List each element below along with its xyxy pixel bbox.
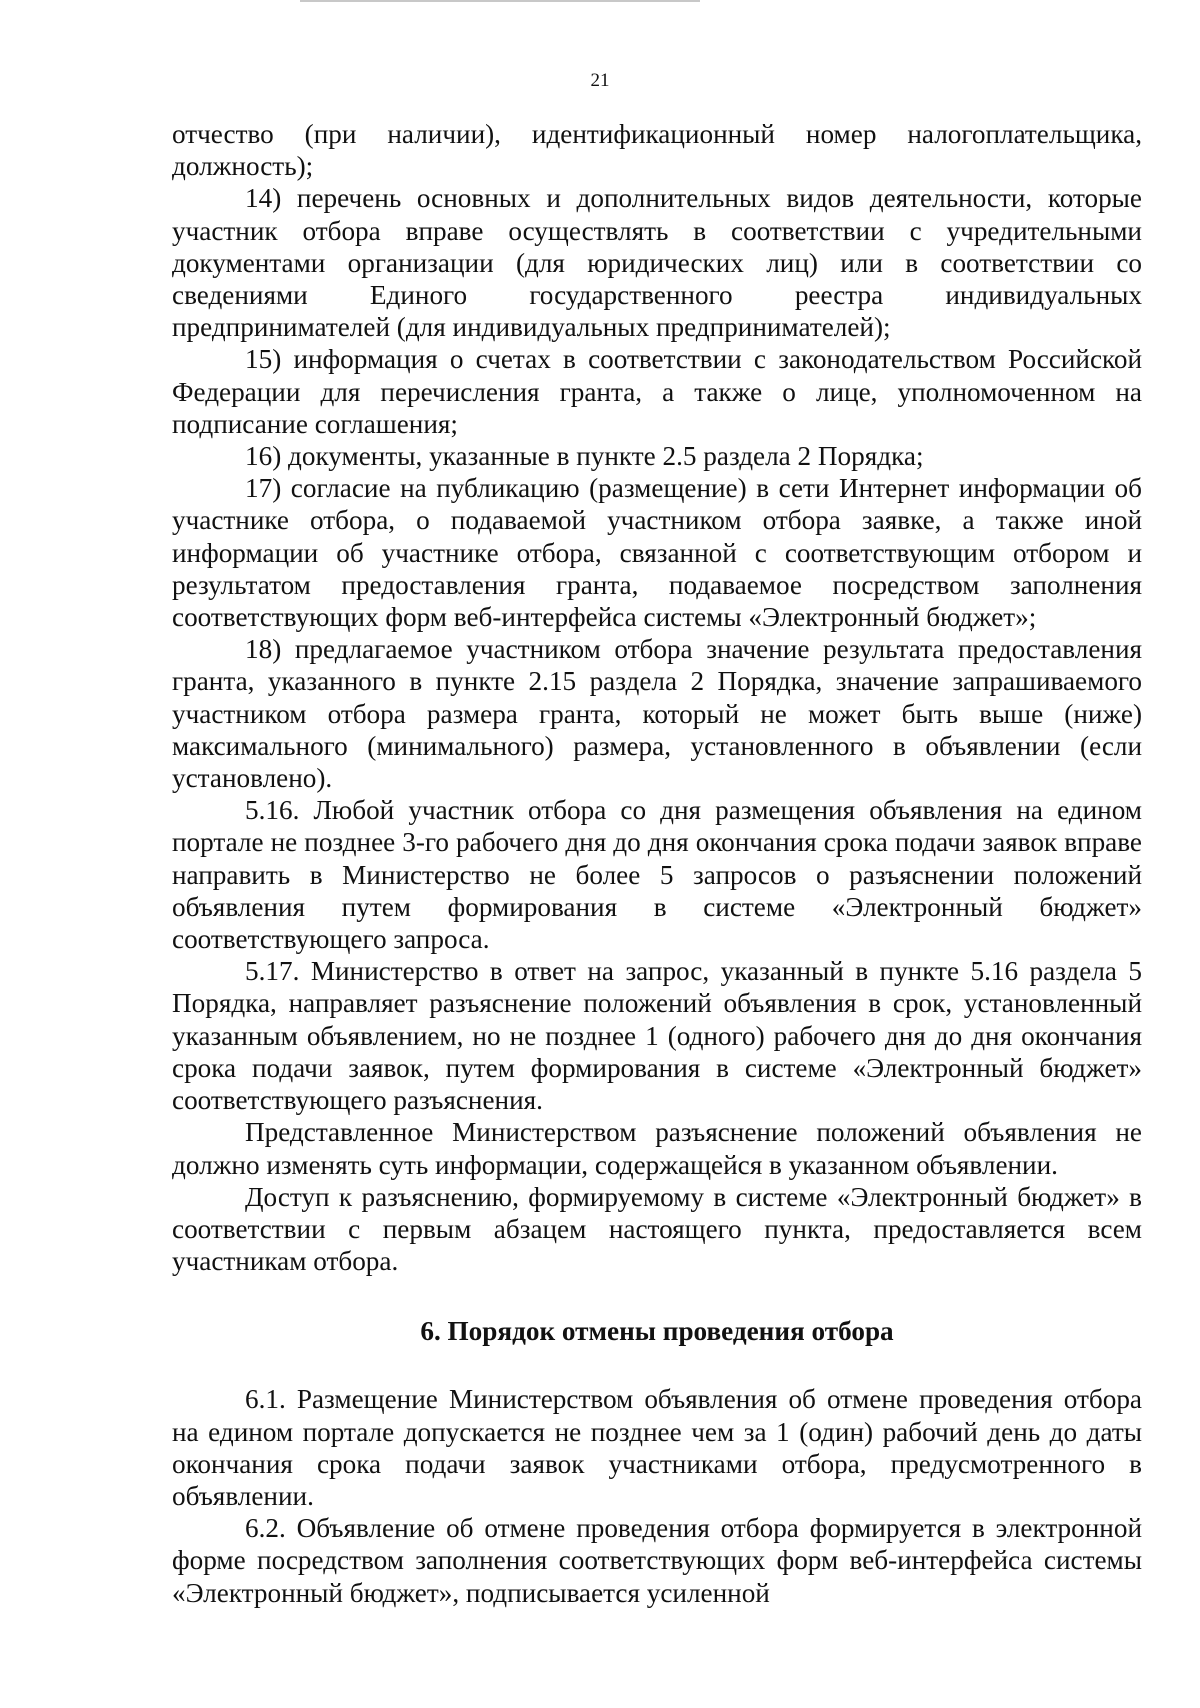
paragraph-item-14: 14) перечень основных и дополнительных видов деятельности, которые участник отбора вправе осуществлять в соответствии с учредительными документами организации (для юридических лиц) или в соответствии со сведениями Единого государственного реестра индивидуальных предпринимателей (для индивидуальных предпринимателей); <box>172 183 1142 343</box>
paragraph-5-16: 5.16. Любой участник отбора со дня размещения объявления на едином портале не позднее 3-го рабочего дня до дня окончания срока подачи заявок вправе направить в Министерство не более 5 запросов о разъяснении положений объявления путем формирования в системе «Электронный бюджет» соответствующего запроса. <box>172 795 1142 955</box>
paragraph-continuation: отчество (при наличии), идентификационный номер налогоплательщика, должность); <box>172 119 1142 182</box>
paragraph-clarification-content: Представленное Министерством разъяснение положений объявления не должно изменять суть информации, содержащейся в указанном объявлении. <box>172 1117 1142 1180</box>
paragraph-6-2: 6.2. Объявление об отмене проведения отбора формируется в электронной форме посредством заполнения соответствующих форм веб-интерфейса системы «Электронный бюджет», подписывается усиленной <box>172 1513 1142 1608</box>
paragraph-clarification-access: Доступ к разъяснению, формируемому в системе «Электронный бюджет» в соответствии с первым абзацем настоящего пункта, предоставляется всем участникам отбора. <box>172 1181 1142 1277</box>
paragraph-item-17: 17) согласие на публикацию (размещение) в сети Интернет информации об участнике отбора, о подаваемой участником отбора заявке, а также иной информации об участнике отбора, связанной с соответствующим отбором и результатом предоставления гранта, подаваемое посредством заполнения соответствующих форм веб-интерфейса системы «Электронный бюджет»; <box>172 473 1142 633</box>
paragraph-item-15: 15) информация о счетах в соответствии с законодательством Российской Федерации для перечисления гранта, а также о лице, уполномоченном на подписание соглашения; <box>172 344 1142 439</box>
page-number: 21 <box>590 70 610 91</box>
paragraph-6-1: 6.1. Размещение Министерством объявления об отмене проведения отбора на едином портале допускается не позднее чем за 1 (один) рабочий день до даты окончания срока подачи заявок участниками отбора, предусмотренного в объявлении. <box>172 1384 1142 1511</box>
paragraph-item-18: 18) предлагаемое участником отбора значение результата предоставления гранта, указанного в пункте 2.15 раздела 2 Порядка, значение запрашиваемого участником отбора размера гранта, который не может быть выше (ниже) максимального (минимального) размера, установленного в объявлении (если установлено). <box>172 634 1142 794</box>
section-6-heading: 6. Порядок отмены проведения отбора <box>420 1316 894 1347</box>
scan-top-edge <box>300 0 700 2</box>
paragraph-item-16: 16) документы, указанные в пункте 2.5 раздела 2 Порядка; <box>245 441 924 472</box>
paragraph-5-17: 5.17. Министерство в ответ на запрос, указанный в пункте 5.16 раздела 5 Порядка, направляет разъяснение положений объявления в срок, установленный указанным объявлением, но не позднее 1 (одного) рабочего дня до дня окончания срока подачи заявок, путем формирования в системе «Электронный бюджет» соответствующего разъяснения. <box>172 956 1142 1116</box>
document-body <box>172 118 1142 1609</box>
